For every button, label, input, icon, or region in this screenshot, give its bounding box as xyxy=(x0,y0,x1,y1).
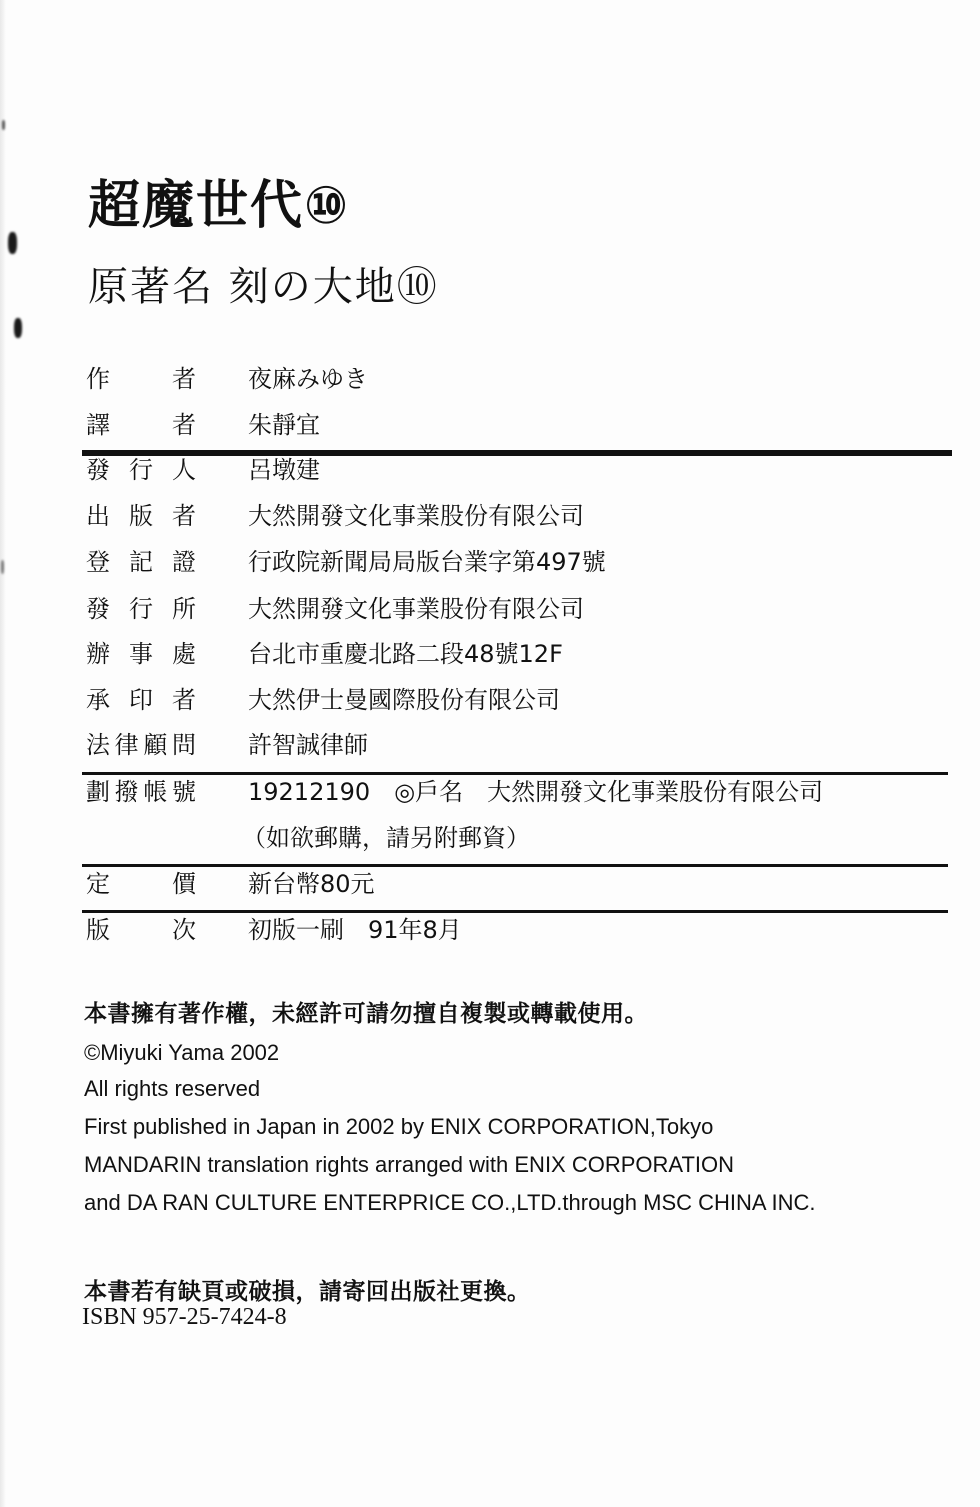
credit-label: 辦 事 處 xyxy=(86,640,196,668)
credit-value: （如欲郵購，請另附郵資） xyxy=(242,824,530,852)
credit-label: 法 律 顧 問 xyxy=(86,731,196,759)
credit-label: 發 行 所 xyxy=(86,595,196,623)
credit-value: 許智誠律師 xyxy=(248,731,368,759)
credit-value: 呂墩建 xyxy=(248,456,320,484)
credit-label: 版 次 xyxy=(86,916,196,944)
credit-label: 定 價 xyxy=(86,870,196,898)
credit-label: 出 版 者 xyxy=(86,502,196,530)
divider xyxy=(82,450,952,456)
agency-line: and DA RAN CULTURE ENTERPRICE CO.,LTD.through MSC CHINA INC. xyxy=(84,1190,816,1215)
isbn: ISBN 957-25-7424-8 xyxy=(82,1304,287,1330)
copyright-line: ©Miyuki Yama 2002 xyxy=(84,1040,280,1065)
rights-line: All rights reserved xyxy=(84,1076,261,1101)
original-title: 原著名 刻の大地⑩ xyxy=(88,264,439,310)
credit-value: 大然開發文化事業股份有限公司 xyxy=(248,595,584,623)
credit-value: 行政院新聞局局版台業字第497號 xyxy=(248,548,606,576)
book-title: 超魔世代⑩ xyxy=(88,176,351,236)
credit-label: 登 記 證 xyxy=(86,548,196,576)
replacement-notice-cn: 本書若有缺頁或破損，請寄回出版社更換。 xyxy=(84,1279,531,1305)
credit-label: 譯 者 xyxy=(86,411,196,439)
credit-label: 承 印 者 xyxy=(86,686,196,714)
credit-value: 朱靜宜 xyxy=(248,411,320,439)
scan-artifact xyxy=(8,232,17,254)
credit-value: 初版一刷 91年8月 xyxy=(248,916,462,944)
credit-label: 作 者 xyxy=(86,365,196,393)
credit-value: 大然開發文化事業股份有限公司 xyxy=(248,502,584,530)
divider xyxy=(82,910,948,913)
scan-artifact xyxy=(1,560,4,574)
credit-label: 發 行 人 xyxy=(86,456,196,484)
credit-value: 大然伊士曼國際股份有限公司 xyxy=(248,686,560,714)
credit-value: 19212190 ◎戶名 大然開發文化事業股份有限公司 xyxy=(248,778,824,806)
credit-value: 台北市重慶北路二段48號12F xyxy=(248,640,563,668)
translation-rights-line: MANDARIN translation rights arranged with ENIX CORPORATION xyxy=(84,1152,734,1177)
scan-edge xyxy=(0,0,6,1507)
scan-artifact xyxy=(14,318,22,338)
credit-value: 夜麻みゆき xyxy=(248,365,368,393)
credit-label: 劃 撥 帳 號 xyxy=(86,778,196,806)
scan-artifact xyxy=(2,120,5,130)
first-published-line: First published in Japan in 2002 by ENIX CORPORATION,Tokyo xyxy=(84,1114,714,1139)
divider xyxy=(82,864,948,867)
copyright-notice-cn: 本書擁有著作權，未經許可請勿擅自複製或轉載使用。 xyxy=(84,1001,648,1027)
credit-value: 新台幣80元 xyxy=(248,870,375,898)
